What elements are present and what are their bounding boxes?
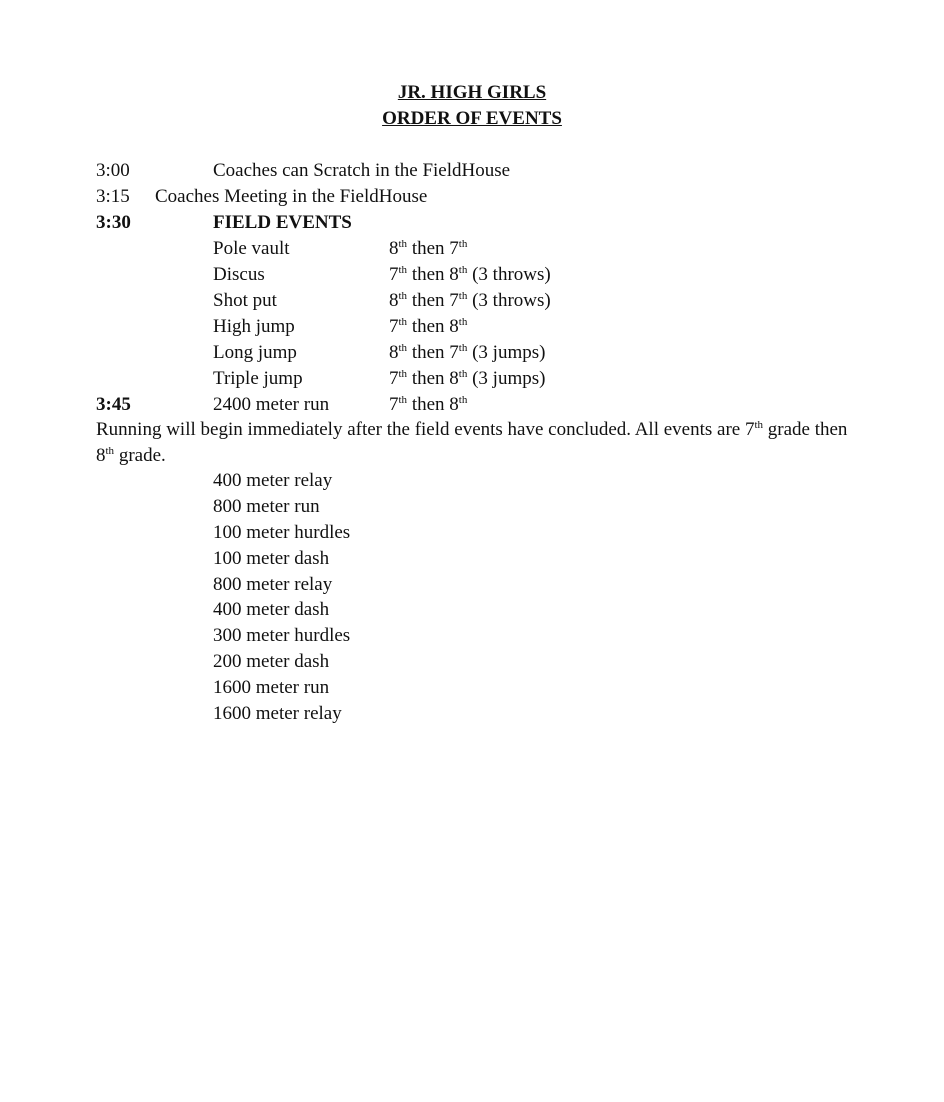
schedule-time: 3:00: [96, 160, 130, 181]
field-event-row: [0, 340, 944, 366]
schedule-row: [0, 158, 944, 184]
running-event: 100 meter hurdles: [213, 522, 351, 543]
field-event-row: [0, 288, 944, 314]
schedule-text: Coaches can Scratch in the FieldHouse: [213, 160, 511, 181]
field-event-order: 7th then 8th (3 throws): [389, 264, 551, 285]
schedule-row: [0, 392, 944, 418]
running-event: 400 meter dash: [213, 599, 330, 620]
running-event: 400 meter relay: [213, 470, 333, 491]
schedule-text: Coaches Meeting in the FieldHouse: [155, 186, 428, 207]
title-line-1: JR. HIGH GIRLS: [397, 82, 547, 103]
field-event-row: [0, 366, 944, 392]
running-event: 300 meter hurdles: [213, 625, 351, 646]
field-event-name: Triple jump: [213, 368, 303, 389]
field-event-row: [0, 262, 944, 288]
field-event-name: 2400 meter run: [213, 394, 330, 415]
field-event-row: [0, 314, 944, 340]
running-event: 1600 meter relay: [213, 703, 342, 724]
field-events-heading: FIELD EVENTS: [213, 212, 352, 233]
running-event: 200 meter dash: [213, 651, 330, 672]
running-event: 800 meter relay: [213, 574, 333, 595]
field-event-row: [0, 236, 944, 262]
running-event: 100 meter dash: [213, 548, 330, 569]
field-event-order: 8th then 7th: [389, 238, 468, 259]
field-event-order: 8th then 7th (3 jumps): [389, 342, 546, 363]
field-event-name: Long jump: [213, 342, 297, 363]
field-event-order: 7th then 8th (3 jumps): [389, 368, 546, 389]
field-event-order: 7th then 8th: [389, 394, 468, 415]
field-event-name: High jump: [213, 316, 295, 337]
field-event-order: 7th then 8th: [389, 316, 468, 337]
running-event: 800 meter run: [213, 496, 320, 517]
field-event-name: Pole vault: [213, 238, 290, 259]
field-event-order: 8th then 7th (3 throws): [389, 290, 551, 311]
running-event: 1600 meter run: [213, 677, 330, 698]
schedule-row: [0, 184, 944, 210]
field-event-name: Shot put: [213, 290, 277, 311]
schedule-row: [0, 210, 944, 236]
field-event-name: Discus: [213, 264, 265, 285]
schedule-time: 3:30: [96, 212, 131, 233]
title-line-2: ORDER OF EVENTS: [382, 108, 562, 129]
schedule-time: 3:15: [96, 186, 130, 207]
schedule-time: 3:45: [96, 394, 131, 415]
document-title: [0, 80, 944, 132]
running-note-paragraph: Running will begin immediately after the field events have concluded. All events are 7th grade then 8th grade.: [96, 419, 848, 466]
